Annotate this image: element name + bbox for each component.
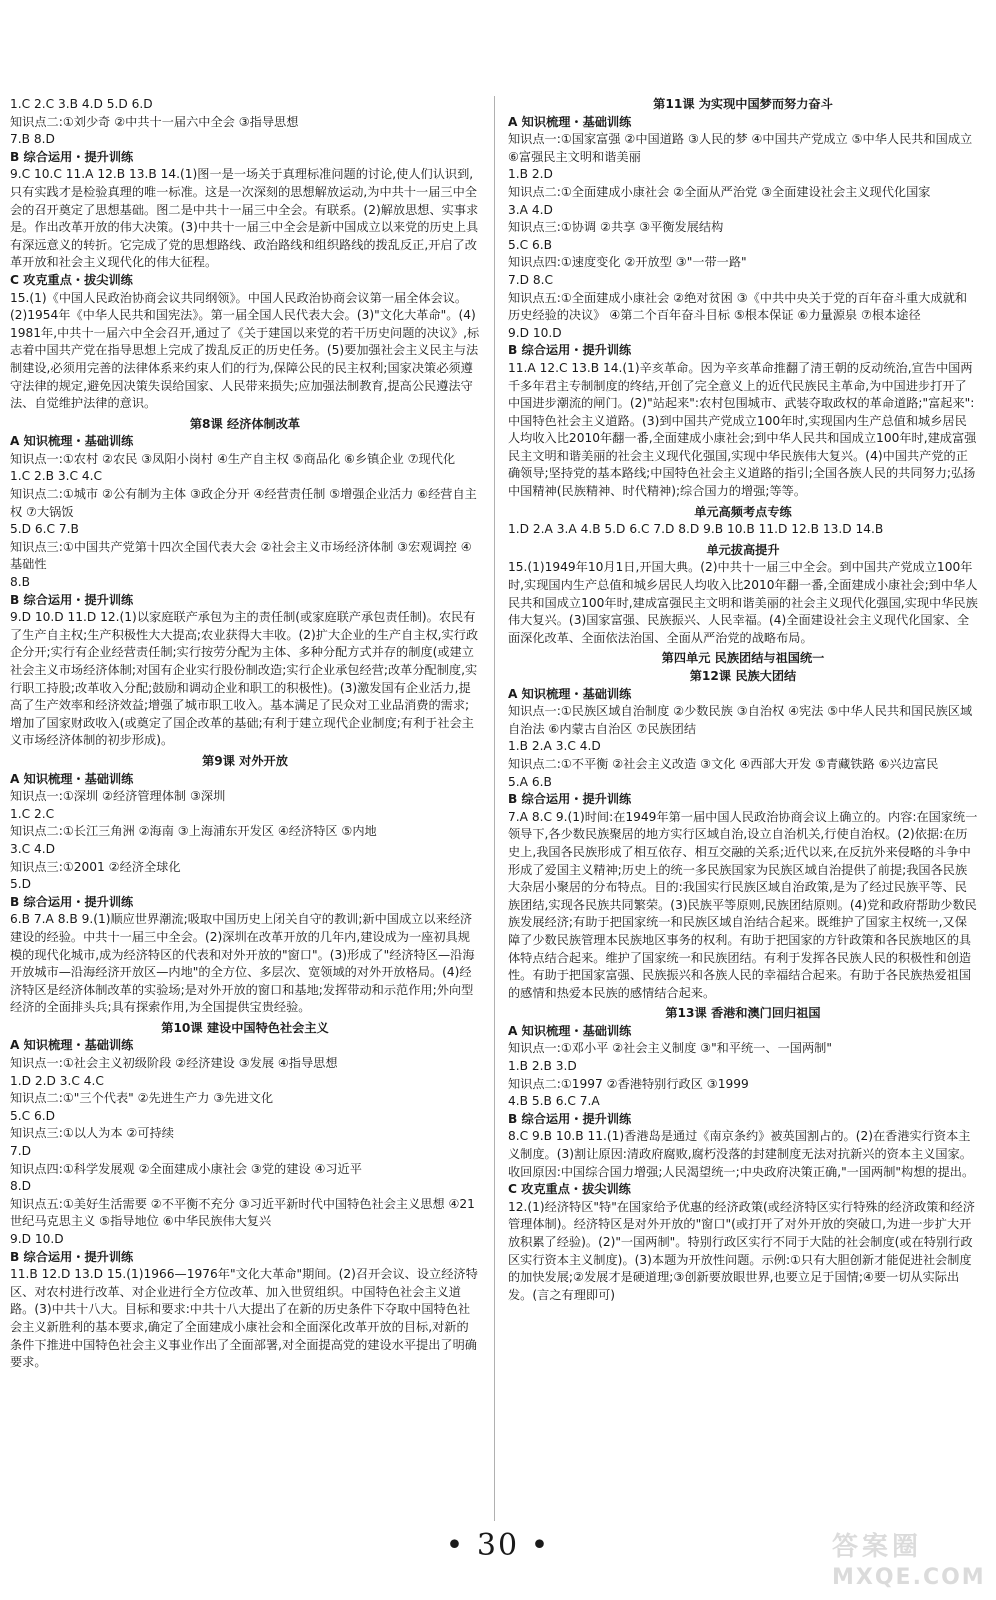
section-heading: C 攻克重点・拔尖训练 bbox=[10, 272, 133, 287]
section-heading: A 知识梳理・基础训练 bbox=[10, 771, 134, 786]
lesson-heading: 单元拔高提升 bbox=[706, 542, 780, 557]
answer-line: 15.(1)《中国人民政治协商会议共同纲领》。中国人民政治协商会议第一届全体会议。(2)1954年《中华人民共和国宪法》。第一届全国人民代表大会。(3)"文化大革命"。(4)1981年,中共十一届六中全会召开,通过了《关于建国以来党的若干历史问题的决议》,标志着中国共产党在指导思想上完成了拨乱反正的历史任务。(5)要加强社会主义民主与法制建设,必须用完善的法律体系来约束人们的行为,保障公民的民主权利;国家决策必须遵守法律的规定,避免因决策失误给国家、人民带来损失;应加强法制教育,提高公民遵法守法、自觉维护法律的意识。 bbox=[10, 290, 480, 411]
answer-line: 知识点四:①科学发展观 ②全面建成小康社会 ③党的建设 ④习近平 bbox=[10, 1161, 362, 1176]
answer-line: 知识点二:①刘少奇 ②中共十一届六中全会 ③指导思想 bbox=[10, 114, 299, 129]
section-heading: B 综合运用・提升训练 bbox=[10, 149, 134, 164]
section-heading: A 知识梳理・基础训练 bbox=[10, 434, 134, 449]
answer-line: 知识点一:①深圳 ②经济管理体制 ③深圳 bbox=[10, 789, 226, 804]
watermark-top: 答案圈 bbox=[832, 1532, 923, 1562]
answer-line: 1.B 2.A 3.C 4.D bbox=[508, 739, 601, 754]
answer-line: 1.C 2.C bbox=[10, 806, 55, 821]
answer-line: 1.C 2.B 3.C 4.C bbox=[10, 469, 103, 484]
answer-line: 11.B 12.D 13.D 15.(1)1966—1976年"文化大革命"期间。(2)召开会议、设立经济特区、对农村进行改革、对企业进行全方位改革、加入世贸组织。中国特色社会主义道路。(3)中共十八大。目标和要求:中共十八大提出了在新的历史条件下夺取中国特色社会主义新胜利的基本要求,确定了全面建成小康社会和全面深化改革开放的目标,对新的条件下推进中国特色社会主义事业作出了全面部署,对全面提高党的建设水平提出了明确要求。 bbox=[10, 1267, 478, 1370]
lesson-heading: 第四单元 民族团结与祖国统一 bbox=[661, 651, 825, 666]
answer-line: 4.B 5.B 6.C 7.A bbox=[508, 1094, 600, 1109]
answer-line: 11.A 12.C 13.B 14.(1)辛亥革命。因为辛亥革命推翻了清王朝的反动统治,宣告中国两千多年君主专制制度的终结,开创了完全意义上的近代民族民主革命,为中国进步打开了中国进步潮流的闸门。(2)"站起来":农村包围城市、武装夺取政权的革命道路;"富起来":中国特色社会主义道路。(3)到中国共产党成立100年时,实现国内生产总值和城乡居民人均收入比2010年翻一番,全面建成小康社会;到中华人民共和国成立100年时,建成富强民主文明和谐美丽的社会主义现代化强国,实现中华民族伟大复兴。(4)中国共产党的正确领导;坚持党的基本路线;中国特色社会主义道路的指引;全国各族人民的共同努力;弘扬中国精神(民族精神、时代精神);综合国力的增强;等等。 bbox=[508, 360, 977, 499]
answer-line: 知识点一:①国家富强 ②中国道路 ③人民的梦 ④中国共产党成立 ⑤中华人民共和国成立 ⑥富强民主文明和谐美丽 bbox=[508, 132, 973, 164]
page-number: • 30 • bbox=[445, 1528, 551, 1563]
answer-line: 知识点三:①以人为本 ②可持续 bbox=[10, 1126, 174, 1141]
answer-line: 1.D 2.A 3.A 4.B 5.D 6.C 7.D 8.D 9.B 10.B 11.D 12.B 13.D 14.B bbox=[508, 522, 884, 537]
answer-line: 知识点五:①美好生活需要 ②不平衡不充分 ③习近平新时代中国特色社会主义思想 ④21世纪马克思主义 ⑤指导地位 ⑥中华民族伟大复兴 bbox=[10, 1196, 475, 1229]
answer-line: 知识点四:①速度变化 ②开放型 ③"一带一路" bbox=[508, 255, 747, 270]
answer-line: 知识点三:①2001 ②经济全球化 bbox=[10, 859, 181, 874]
answer-line: 知识点二:①全面建成小康社会 ②全面从严治党 ③全面建设社会主义现代化国家 bbox=[508, 184, 931, 199]
answer-line: 知识点三:①中国共产党第十四次全国代表大会 ②社会主义市场经济体制 ③宏观调控 ④基础性 bbox=[10, 539, 472, 572]
answer-line: 1.B 2.B 3.D bbox=[508, 1059, 577, 1074]
answer-line: 知识点二:①1997 ②香港特别行政区 ③1999 bbox=[508, 1076, 749, 1091]
answer-line: 知识点三:①协调 ②共享 ③平衡发展结构 bbox=[508, 220, 724, 235]
lesson-heading: 第10课 建设中国特色社会主义 bbox=[161, 1020, 329, 1035]
answer-line: 3.C 4.D bbox=[10, 841, 56, 856]
answer-line: 知识点一:①邓小平 ②社会主义制度 ③"和平统一、一国两制" bbox=[508, 1041, 832, 1056]
answer-line: 知识点二:①长江三角洲 ②海南 ③上海浦东开发区 ④经济特区 ⑤内地 bbox=[10, 824, 377, 839]
lesson-heading: 第13课 香港和澳门回归祖国 bbox=[665, 1006, 821, 1021]
answer-line: 知识点二:①城市 ②公有制为主体 ③政企分开 ④经营责任制 ⑤增强企业活力 ⑥经营自主权 ⑦大锅饭 bbox=[10, 487, 477, 519]
answer-line: 7.B 8.D bbox=[10, 132, 55, 147]
section-heading: A 知识梳理・基础训练 bbox=[508, 1023, 632, 1038]
answer-line: 5.D 6.C 7.B bbox=[10, 522, 79, 537]
answer-line: 5.C 6.B bbox=[508, 237, 553, 252]
answer-line: 知识点一:①社会主义初级阶段 ②经济建设 ③发展 ④指导思想 bbox=[10, 1056, 338, 1071]
answer-line: 知识点五:①全面建成小康社会 ②绝对贫困 ③《中共中央关于党的百年奋斗重大成就和历史经验的决议》 ④第二个百年奋斗目标 ⑤根本保证 ⑥力量源泉 ⑦根本途径 bbox=[508, 290, 968, 323]
answer-line: 知识点一:①民族区域自治制度 ②少数民族 ③自治权 ④宪法 ⑤中华人民共和国民族区域自治法 ⑥内蒙古自治区 ⑦民族团结 bbox=[508, 704, 973, 736]
section-heading: B 综合运用・提升训练 bbox=[508, 792, 632, 807]
answer-line: 12.(1)经济特区"特"在国家给予优惠的经济政策(或经济特区实行特殊的经济政策和经济管理体制)。经济特区是对外开放的"窗口"(或打开了对外开放的突破口,为进一步扩大开放积累了经验)。(2)"一国两制"。特别行政区实行不同于大陆的社会制度(或在特别行政区实行资本主义制度)。(3)本题为开放性问题。示例:①只有大胆创新才能促进社会制度的加快发展;②发展才是硬道理;③创新要放眼世界,也要立足于国情;④要一切从实际出发。(言之有理即可) bbox=[508, 1199, 975, 1302]
section-heading: B 综合运用・提升训练 bbox=[10, 1249, 134, 1264]
answer-line: 9.C 10.C 11.A 12.B 13.B 14.(1)图一是一场关于真理标准问题的讨论,使人们认识到,只有实践才是检验真理的唯一标准。这是一次深刻的思想解放运动,为中共十一届三中全会的召开奠定了思想基础。图二是中共十一届三中全会。有联系。(2)解放思想、实事求是。作出改革开放的伟大决策。(3)中共十一届三中全会是新中国成立以来党的历史上具有深远意义的转折。它完成了党的思想路线、政治路线和组织路线的拨乱反正,开启了改革开放和社会主义现代化的伟大征程。 bbox=[10, 167, 479, 270]
answer-line: 1.C 2.C 3.B 4.D 5.D 6.D bbox=[10, 97, 153, 111]
answer-line: 9.D 10.D bbox=[10, 1232, 64, 1246]
answer-line: 知识点二:①"三个代表" ②先进生产力 ③先进文化 bbox=[10, 1091, 274, 1106]
section-heading: A 知识梳理・基础训练 bbox=[508, 686, 632, 701]
section-heading: B 综合运用・提升训练 bbox=[508, 1111, 632, 1126]
section-heading: B 综合运用・提升训练 bbox=[508, 343, 632, 358]
answer-line: 1.D 2.D 3.C 4.C bbox=[10, 1073, 104, 1088]
section-heading: B 综合运用・提升训练 bbox=[10, 592, 134, 607]
section-heading: B 综合运用・提升训练 bbox=[10, 894, 134, 909]
answer-line: 7.D bbox=[10, 1144, 32, 1159]
answer-line: 8.B bbox=[10, 575, 30, 590]
column-divider bbox=[494, 96, 495, 1521]
lesson-heading: 第9课 对外开放 bbox=[202, 753, 288, 768]
answer-line: 15.(1)1949年10月1日,开国大典。(2)中共十一届三中全会。到中国共产党成立100年时,实现国内生产总值和城乡居民人均收入比2010年翻一番,全面建成小康社会;到中华人民共和国成立100年时,建成富强民主文明和谐美丽的社会主义现代化强国,实现中华民族伟大复兴。(3)国家富强、民族振兴、人民幸福。(4)全面建设社会主义现代化国家、全面深化改革、全面依法治国、全面从严治党的战略布局。 bbox=[508, 560, 978, 645]
lesson-heading: 第8课 经济体制改革 bbox=[189, 416, 301, 431]
answer-line: 知识点二:①不平衡 ②社会主义改造 ③文化 ④西部大开发 ⑤青藏铁路 ⑥兴边富民 bbox=[508, 756, 939, 771]
answer-line: 5.C 6.D bbox=[10, 1108, 56, 1123]
watermark-logo bbox=[832, 1526, 986, 1590]
answer-line: 6.B 7.A 8.B 9.(1)顺应世界潮流;吸取中国历史上闭关自守的教训;新中国成立以来经济建设的经验。中共十一届三中全会。(2)深圳在改革开放的几年内,建设成为一座初具规模的现代化城市,成为经济特区的代表和对外开放的"窗口"。(3)形成了"经济特区—沿海开放城市—沿海经济开放区—内地"的全方位、多层次、宽领域的对外开放格局。(4)经济特区是经济体制改革的实验场;是对外开放的窗口和基地;发挥带动和示范作用;外向型经济的全面排头兵;具有探索作用,为全国提供宝贵经验。 bbox=[10, 912, 475, 1015]
answer-line: 9.D 10.D bbox=[508, 325, 562, 340]
answer-line: 9.D 10.D 11.D 12.(1)以家庭联产承包为主的责任制(或家庭联产承包责任制)。农民有了生产自主权;生产积极性大大提高;农业获得大丰收。(2)扩大企业的生产自主权,实行政企分开;实行有企业经营责任制;实行按劳分配为主体、多种分配方式并存的制度(或建立社会主义市场经济体制;对国有企业实行股份制改造;实行企业承包经营;改革分配制度,实行职工持股;改革收入分配;鼓励和调动企业和职工的积极性)。(3)激发国有企业活力,提高了生产效率和经济效益;增强了城市职工收入。基本满足了民众对工业品消费的需求;增加了国家财政收入(或奠定了国企改革的基础;有利于建立现代企业制度;有利于社会主义市场经济体制的初步形成)。 bbox=[10, 610, 479, 748]
right-column bbox=[508, 96, 978, 1304]
answer-line: 5.D bbox=[10, 877, 32, 892]
answer-line: 知识点一:①农村 ②农民 ③凤阳小岗村 ④生产自主权 ⑤商品化 ⑥乡镇企业 ⑦现代化 bbox=[10, 451, 456, 466]
answer-line: 7.A 8.C 9.(1)时间:在1949年第一届中国人民政治协商会议上确立的。内容:在国家统一领导下,各少数民族聚居的地方实行区域自治,设立自治机关,行使自治权。(2)依据:在历史上,我国各民族形成了相互依存、相互交融的关系;近代以来,在反抗外来侵略的斗争中形成了爱国主义精神;历史上的统一多民族国家为民族区域自治提供了前提;我国各民族大杂居小聚居的分布特点。目的:我国实行民族区域自治政策,是为了经过民族平等、民族团结,实现各民族共同繁荣。(3)民族平等原则,民族团结原则。(4)党和政府帮助少数民族发展经济;有助于把国家统一和民族区域自治结合起来。既维护了国家主权统一,又保障了少数民族管理本民族地区事务的权利。有助于把国家的方针政策和各民族地区的具体特点结合起来。维护了国家统一和民族团结。有利于发挥各民族人民的积极性和创造性。有助于把国家富强、民族振兴和各族人民的幸福结合起来。有助于各民族热爱祖国的感情和热爱本民族的感情结合起来。 bbox=[508, 809, 978, 1000]
answer-line: 8.C 9.B 10.B 11.(1)香港岛是通过《南京条约》被英国割占的。(2)在香港实行资本主义制度。(3)割让原因:清政府腐败,腐朽没落的封建制度无法对抗新兴的资本主义国家。收回原因:中国综合国力增强;人民渴望统一;中央政府决策正确,"一国两制"构想的提出。 bbox=[508, 1129, 975, 1179]
left-column bbox=[10, 96, 480, 1372]
answer-line: 7.D 8.C bbox=[508, 272, 554, 287]
answer-line: 3.A 4.D bbox=[508, 202, 553, 217]
answer-line: 8.D bbox=[10, 1179, 32, 1194]
section-heading: A 知识梳理・基础训练 bbox=[508, 114, 632, 129]
section-heading: C 攻克重点・拔尖训练 bbox=[508, 1182, 631, 1197]
lesson-heading: 第11课 为实现中国梦而努力奋斗 bbox=[653, 97, 833, 111]
lesson-heading: 第12课 民族大团结 bbox=[689, 669, 797, 683]
lesson-heading: 单元高频考点专练 bbox=[694, 504, 792, 519]
answer-line: 5.A 6.B bbox=[508, 774, 552, 789]
answer-line: 1.B 2.D bbox=[508, 167, 553, 182]
watermark-bottom: MXQE.COM bbox=[832, 1565, 986, 1590]
section-heading: A 知识梳理・基础训练 bbox=[10, 1038, 134, 1053]
